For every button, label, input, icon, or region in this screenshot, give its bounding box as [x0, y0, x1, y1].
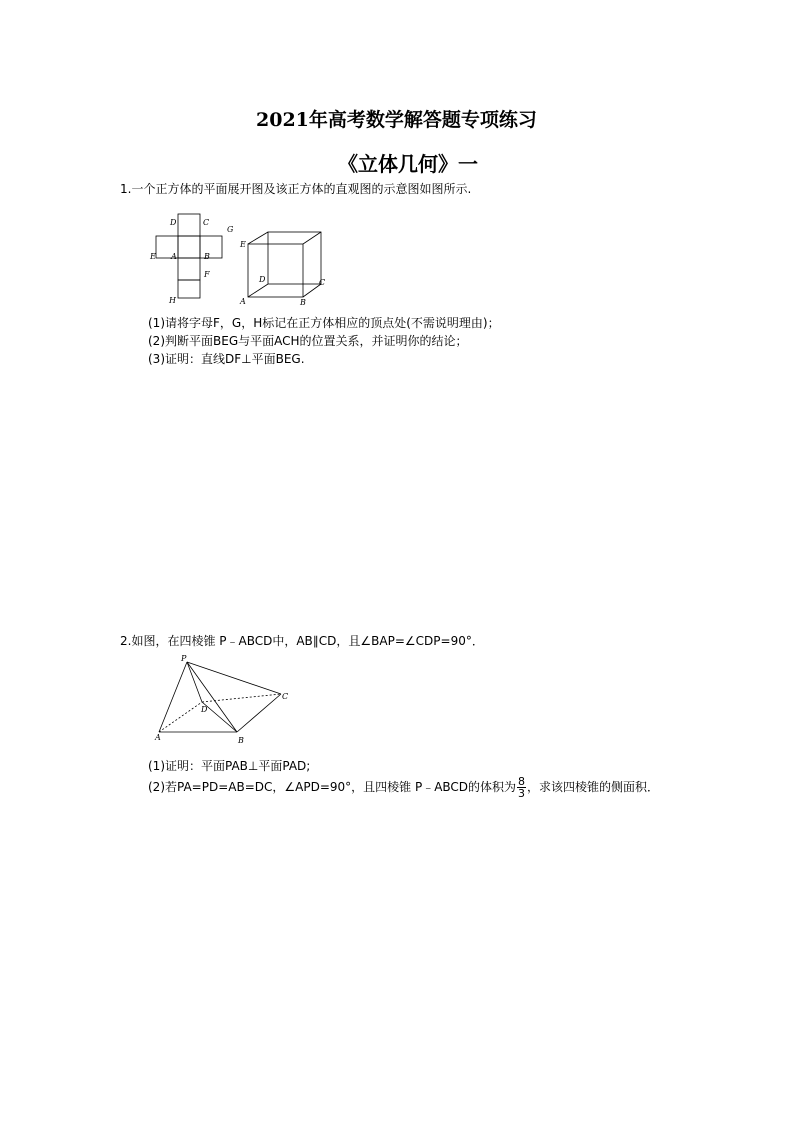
net-label-e: E	[150, 252, 156, 261]
pyramid-label-p: P	[181, 654, 187, 663]
problem-2-stem: 2.如图，在四棱锥 P﹣ABCD中，AB∥CD，且∠BAP=∠CDP=90°．	[120, 634, 484, 648]
page-title: 2021年高考数学解答题专项练习	[256, 109, 537, 131]
problem-1-stem: 1.一个正方体的平面展开图及该正方体的直观图的示意图如图所示.	[120, 182, 472, 196]
net-label-g: G	[227, 225, 234, 234]
volume-fraction-numerator: 8	[518, 775, 526, 788]
net-label-f: F	[204, 270, 210, 279]
net-label-b: B	[204, 252, 210, 261]
cube-label-d: D	[259, 275, 266, 284]
volume-fraction	[517, 776, 526, 799]
cube-label-b: B	[300, 298, 306, 307]
cube-net-figure	[145, 210, 345, 310]
problem-2-part-2	[148, 776, 659, 799]
problem-1-part-3: (3)证明：直线DF⊥平面BEG.	[148, 352, 305, 366]
problem-2-part-1: (1)证明：平面PAB⊥平面PAD;	[148, 759, 311, 773]
problem-1-part-1: (1)请将字母F，G，H标记在正方体相应的顶点处(不需说明理由)；	[148, 316, 500, 330]
net-label-h: H	[169, 296, 176, 305]
net-label-c: C	[203, 218, 210, 227]
cube-label-e: E	[240, 240, 246, 249]
volume-fraction-denominator: 3	[518, 787, 526, 800]
page-subtitle: 《立体几何》一	[338, 152, 478, 176]
problem-2-part-2-before: (2)若PA=PD=AB=DC，∠APD=90°，且四棱锥 P﹣ABCD的体积为	[148, 780, 517, 794]
pyramid-label-c: C	[282, 692, 289, 701]
pyramid-figure	[145, 650, 305, 745]
net-label-a: A	[171, 252, 177, 261]
pyramid-label-a: A	[155, 733, 161, 742]
problem-1-part-2: (2)判断平面BEG与平面ACH的位置关系，并证明你的结论；	[148, 334, 468, 348]
pyramid-label-d: D	[201, 705, 208, 714]
pyramid-label-b: B	[238, 736, 244, 745]
cube-label-a: A	[240, 297, 246, 306]
net-label-d: D	[170, 218, 177, 227]
problem-2-part-2-after: ，求该四棱锥的侧面积．	[527, 780, 660, 794]
cube-label-c: C	[319, 278, 326, 287]
